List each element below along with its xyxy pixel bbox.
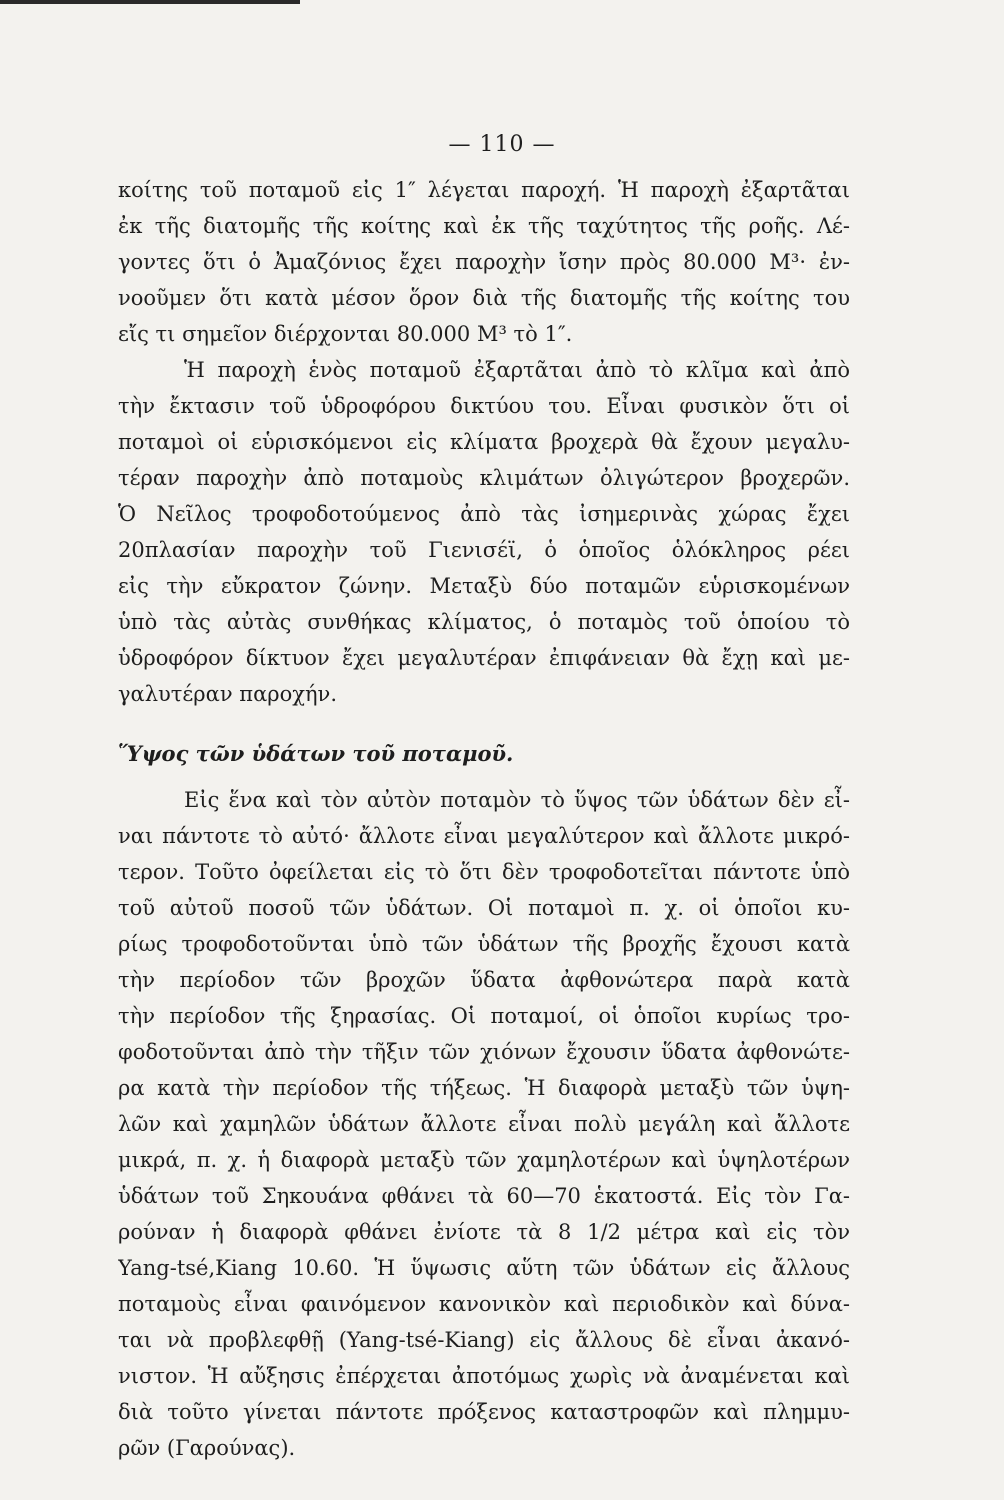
page-number: — 110 — <box>448 132 556 157</box>
text-line: τερον. Τοῦτο ὀφείλεται εἰς τὸ ὅτι δὲν τροφοδοτεῖται πάντοτε ὑπὸ <box>118 860 850 884</box>
scan-edge-mark <box>0 0 300 4</box>
text-line: τὴν περίοδον τῆς ξηρασίας. Οἱ ποταμοί, οἱ ὁποῖοι κυρίως τρο- <box>118 1004 850 1028</box>
text-line: εἴς τι σημεῖον διέρχονται 80.000 Μ³ τὸ 1″. <box>118 322 573 346</box>
text-line: τὴν περίοδον τῶν βροχῶν ὕδατα ἀφθονώτερα παρὰ κατὰ <box>118 968 850 992</box>
text-line: νοοῦμεν ὅτι κατὰ μέσον ὅρον διὰ τῆς διατομῆς τῆς κοίτης του <box>118 286 850 310</box>
text-line: ρίως τροφοδοτοῦνται ὑπὸ τῶν ὑδάτων τῆς βροχῆς ἔχουσι κατὰ <box>118 932 850 956</box>
text-line: Ἡ παροχὴ ἑνὸς ποταμοῦ ἐξαρτᾶται ἀπὸ τὸ κλῖμα καὶ ἀπὸ <box>184 358 850 382</box>
text-line: ἐκ τῆς διατομῆς τῆς κοίτης καὶ ἐκ τῆς ταχύτητος τῆς ροῆς. Λέ- <box>118 214 850 238</box>
text-line: Ὁ Νεῖλος τροφοδοτούμενος ἀπὸ τὰς ἰσημερινὰς χώρας ἔχει <box>118 502 850 526</box>
text-line: κοίτης τοῦ ποταμοῦ εἰς 1″ λέγεται παροχή. Ἡ παροχὴ ἐξαρτᾶται <box>118 178 850 202</box>
text-line: μικρά, π. χ. ἡ διαφορὰ μεταξὺ τῶν χαμηλοτέρων καὶ ὑψηλοτέρων <box>118 1148 850 1172</box>
text-line: ποταμοὺς εἶναι φαινόμενον κανονικὸν καὶ περιοδικὸν καὶ δύνα- <box>118 1292 850 1316</box>
text-line: 20πλασίαν παροχὴν τοῦ Γιενισέϊ, ὁ ὁποῖος ὁλόκληρος ρέει <box>118 538 850 562</box>
text-line: ὑδάτων τοῦ Σηκουάνα φθάνει τὰ 60—70 ἑκατοστά. Εἰς τὸν Γα- <box>118 1184 850 1208</box>
text-line: νιστον. Ἡ αὔξησις ἐπέρχεται ἀποτόμως χωρὶς νὰ ἀναμένεται καὶ <box>118 1364 850 1388</box>
text-line: ὑδροφόρον δίκτυον ἔχει μεγαλυτέραν ἐπιφάνειαν θὰ ἔχῃ καὶ με- <box>118 646 850 670</box>
body-text <box>118 172 850 1466</box>
text-line: ρούναν ἡ διαφορὰ φθάνει ἐνίοτε τὰ 8 1/2 μέτρα καὶ εἰς τὸν <box>118 1220 850 1244</box>
text-line: ναι πάντοτε τὸ αὐτό· ἄλλοτε εἶναι μεγαλύτερον καὶ ἄλλοτε μικρό- <box>118 824 850 848</box>
text-line: ποταμοὶ οἱ εὑρισκόμενοι εἰς κλίματα βροχερὰ θὰ ἔχουν μεγαλυ- <box>118 430 850 454</box>
text-line: τέραν παροχὴν ἀπὸ ποταμοὺς κλιμάτων ὀλιγώτερον βροχερῶν. <box>118 466 850 490</box>
text-line: ὑπὸ τὰς αὐτὰς συνθήκας κλίματος, ὁ ποταμὸς τοῦ ὁποίου τὸ <box>118 610 850 634</box>
text-line: Yang-tsé,Kiang 10.60. Ἡ ὕψωσις αὕτη τῶν ὑδάτων εἰς ἄλλους <box>118 1256 850 1280</box>
text-line: γοντες ὅτι ὁ Ἀμαζόνιος ἔχει παροχὴν ἴσην πρὸς 80.000 Μ³· ἐν- <box>118 250 850 274</box>
paragraph-discharge-definition <box>118 172 850 352</box>
text-line: Εἰς ἕνα καὶ τὸν αὐτὸν ποταμὸν τὸ ὕψος τῶν ὑδάτων δὲν εἶ- <box>184 788 850 812</box>
text-line: ρα κατὰ τὴν περίοδον τῆς τήξεως. Ἡ διαφορὰ μεταξὺ τῶν ὑψη- <box>118 1076 850 1100</box>
text-line: γαλυτέραν παροχήν. <box>118 682 337 706</box>
paragraph-discharge-factors <box>118 352 850 712</box>
text-line: εἰς τὴν εὔκρατον ζώνην. Μεταξὺ δύο ποταμῶν εὑρισκομένων <box>118 574 850 598</box>
paragraph-water-height <box>118 782 850 1466</box>
section-heading: Ὕψος τῶν ὑδάτων τοῦ ποταμοῦ. <box>118 741 514 766</box>
text-line: ται νὰ προβλεφθῇ (Yang-tsé-Kiang) εἰς ἄλλους δὲ εἶναι ἀκανό- <box>118 1328 850 1352</box>
text-line: λῶν καὶ χαμηλῶν ὑδάτων ἄλλοτε εἶναι πολὺ μεγάλη καὶ ἄλλοτε <box>118 1112 850 1136</box>
text-line: ρῶν (Γαρούνας). <box>118 1436 296 1460</box>
text-line: τὴν ἔκτασιν τοῦ ὑδροφόρου δικτύου του. Εἶναι φυσικὸν ὅτι οἱ <box>118 394 850 418</box>
text-line: τοῦ αὐτοῦ ποσοῦ τῶν ὑδάτων. Οἱ ποταμοὶ π. χ. οἱ ὁποῖοι κυ- <box>118 896 850 920</box>
text-line: φοδοτοῦνται ἀπὸ τὴν τῆξιν τῶν χιόνων ἔχουσιν ὕδατα ἀφθονώτε- <box>118 1040 850 1064</box>
text-line: διὰ τοῦτο γίνεται πάντοτε πρόξενος καταστροφῶν καὶ πλημμυ- <box>118 1400 850 1424</box>
